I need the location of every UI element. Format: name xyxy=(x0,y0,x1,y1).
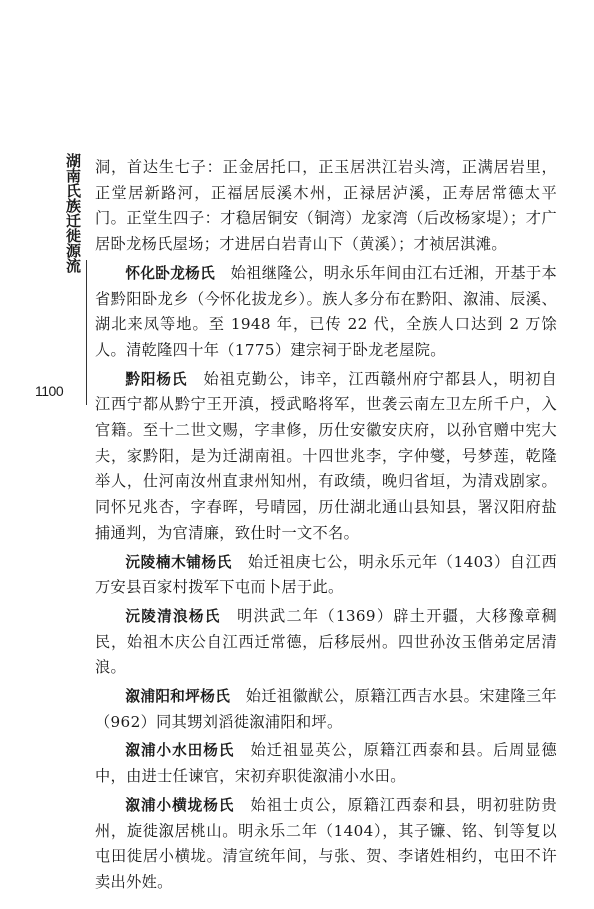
page-body xyxy=(95,155,557,896)
clan-entry xyxy=(95,793,557,896)
clan-name: 黔阳杨氏 xyxy=(125,370,188,388)
clan-text: 始祖克勤公，讳辛，江西赣州府宁都县人，明初自江西宁都从黔宁王开滇，授武略将军，世袭云南左卫左所千户，入官籍。至十二世文赐，字聿修，历仕安徽安庆府，以孙官赠中宪大夫，家黔阳，是为迁湖南祖。十四世兆李，字仲燮，号梦莲，乾隆举人，仕河南汝州直隶州知州，有政绩，晚归省垣，为清戏剧家。同怀兄兆杏，字春晖，号晴园，历仕湖北通山县知县，署汉阳府盐捕通判，为官清廉，致仕时一文不名。 xyxy=(95,369,557,542)
clan-text: 始迁祖显英公，原籍江西泰和县。后周显德中，由进士任谏官，宋初弃职徙溆浦小水田。 xyxy=(95,741,557,786)
clan-name: 沅陵楠木铺杨氏 xyxy=(125,553,233,571)
clan-name: 溆浦小横垅杨氏 xyxy=(125,796,235,814)
clan-text: 始迁祖庚七公，明永乐元年（1403）自江西万安县百家村拨军下屯而卜居于此。 xyxy=(95,552,557,597)
clan-name: 沅陵清浪杨氏 xyxy=(125,607,221,625)
clan-entry xyxy=(95,367,557,547)
clan-text: 始迁祖徽猷公，原籍江西吉水县。宋建隆三年（962）同其甥刘滔徙溆浦阳和坪。 xyxy=(95,687,558,731)
clan-entry xyxy=(95,550,557,601)
clan-name: 溆浦小水田杨氏 xyxy=(125,742,235,760)
page-number: 1100 xyxy=(35,383,64,399)
clan-entry xyxy=(95,738,557,789)
margin-rule xyxy=(86,260,87,405)
clan-entry xyxy=(95,684,557,735)
running-side-title: 湖南氏族迁徙源流 xyxy=(64,153,82,273)
clan-text: 明洪武二年（1369）辟土开疆，大移豫章稠民，始祖木庆公自江西迁常德，后移辰州。四世孙汝玉偕弟定居清浪。 xyxy=(95,606,557,677)
clan-name: 怀化卧龙杨氏 xyxy=(125,264,216,282)
clan-name: 溆浦阳和坪杨氏 xyxy=(125,688,231,706)
clan-text: 始祖士贞公，原籍江西泰和县，明初驻防贵州，旋徙溆居桃山。明永乐二年（1404），其子镰、铭、钊等复以屯田徙居小横垅。清宣统年间，与张、贺、李诸姓相约，屯田不许卖出外姓。 xyxy=(95,795,557,891)
clan-entry xyxy=(95,261,557,364)
intro-paragraph: 洞，首达生七子：正金居托口，正玉居洪江岩头湾，正满居岩里，正堂居新路河，正福居辰溪木州，正禄居泸溪，正寿居常德太平门。正堂生四子：才稳居铜安（铜湾）龙家湾（后改杨家堤）；才广居卧龙杨氏屋场；才进居白岩青山下（黄溪）；才祯居淇滩。 xyxy=(95,158,557,254)
clan-text: 始祖继隆公，明永乐年间由江右迁湘，开基于本省黔阳卧龙乡（今怀化拔龙乡）。族人多分布在黔阳、溆浦、辰溪、湖北来凤等地。至 1948 年，已传 22 代，全族人口达到 2 万馀人。清乾隆四十年（1775）建宗祠于卧龙老屋院。 xyxy=(95,263,557,359)
clan-entry xyxy=(95,604,557,681)
